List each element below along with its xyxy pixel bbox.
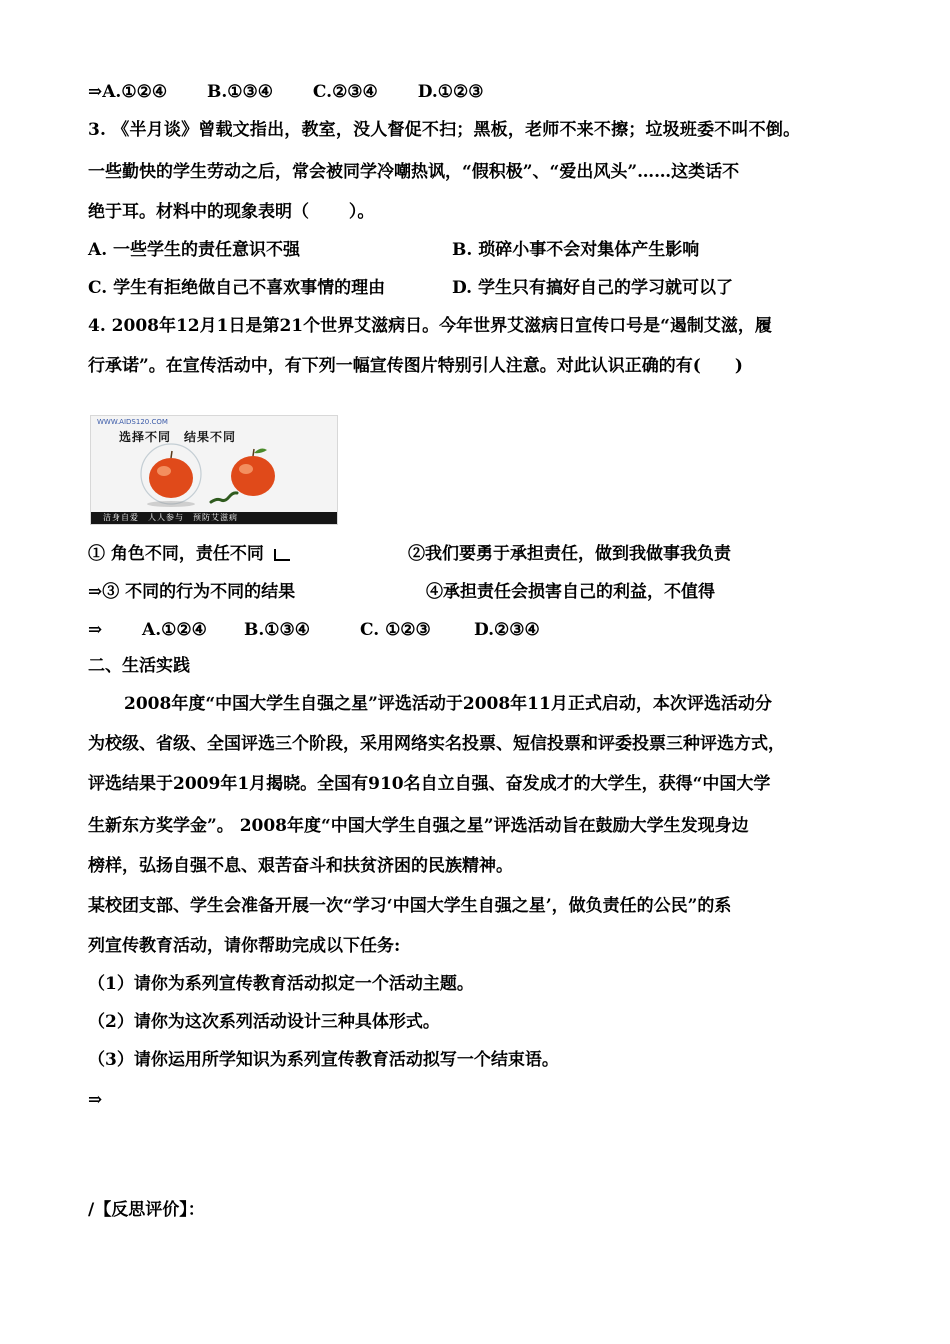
- q3-option-c: C. 学生有拒绝做自己不喜欢事情的理由: [88, 278, 386, 298]
- q4-answer-marker: ⇒: [88, 620, 103, 640]
- section2-p1-line2: 为校级、省级、全国评选三个阶段，采用网络实名投票、短信投票和评委投票三种评选方式，: [88, 734, 785, 754]
- section2-task-3: （3）请你运用所学知识为系列宣传教育活动拟写一个结束语。: [88, 1050, 559, 1070]
- q4-item-1: [88, 542, 290, 566]
- poster-headline: 选择不同 结果不同: [119, 430, 237, 444]
- q2-options: ⇒A.①②④ B.①③④ C.②③④ D.①②③: [88, 82, 484, 102]
- section2-heading: 二、生活实践: [88, 656, 190, 676]
- q4-answer-a: A.①②④: [142, 620, 207, 640]
- poster-url: WWW.AIDS120.COM: [97, 418, 168, 426]
- reflection-label: /【反思评价】：: [88, 1200, 205, 1220]
- aids-poster-image: [90, 415, 338, 525]
- poster-footer-text: 洁身自爱 人人参与 预防艾滋病: [103, 513, 238, 522]
- worm-shape: [211, 493, 237, 502]
- q3-option-d: D. 学生只有搞好自己的学习就可以了: [452, 278, 733, 298]
- section2-p1-line4: 生新东方奖学金”。 2008年度“中国大学生自强之星”评选活动旨在鼓励大学生发现身边: [88, 816, 749, 836]
- q4-stem-line2: 行承诺”。在宣传活动中，有下列一幅宣传图片特别引人注意。对此认识正确的有( ): [88, 356, 743, 376]
- q3-option-b: B. 琐碎小事不会对集体产生影响: [452, 240, 700, 260]
- q3-option-a: A. 一些学生的责任意识不强: [88, 240, 301, 260]
- section2-p1-line1: 2008年度“中国大学生自强之星”评选活动于2008年11月正式启动，本次评选活动分: [124, 694, 772, 714]
- q3-stem-line2: 一些勤快的学生劳动之后，常会被同学冷嘲热讽，“假积极”、“爱出风头”……这类话不: [88, 162, 740, 182]
- q4-item-3: ⇒③ 不同的行为不同的结果: [88, 582, 296, 602]
- q4-item-1-text: ① 角色不同，责任不同: [88, 544, 264, 564]
- section2-p1-line5: 榜样，弘扬自强不息、艰苦奋斗和扶贫济困的民族精神。: [88, 856, 513, 876]
- return-mark-icon: [274, 549, 290, 561]
- q4-answer-d: D.②③④: [474, 620, 540, 640]
- section2-p2-line1: 某校团支部、学生会准备开展一次“学习‘中国大学生自强之星’，做负责任的公民”的系: [88, 896, 732, 916]
- q3-stem-line1: 3. 《半月谈》曾载文指出，教室，没人督促不扫；黑板，老师不来不擦；垃圾班委不叫不倒。: [88, 120, 801, 140]
- q4-item-4: ④承担责任会损害自己的利益，不值得: [426, 582, 715, 602]
- section2-task-1: （1）请你为系列宣传教育活动拟定一个活动主题。: [88, 974, 474, 994]
- section2-task-2: （2）请你为这次系列活动设计三种具体形式。: [88, 1012, 440, 1032]
- section2-marker: ⇒: [88, 1090, 103, 1110]
- section2-p2-line2: 列宣传教育活动，请你帮助完成以下任务:: [88, 936, 401, 956]
- q4-answer-b: B.①③④: [244, 620, 311, 640]
- section2-p1-line3: 评选结果于2009年1月揭晓。全国有910名自立自强、奋发成才的大学生，获得“中国大学: [88, 774, 771, 794]
- q4-item-2: ②我们要勇于承担责任，做到我做事我负责: [408, 544, 731, 564]
- apple-left-shape: [149, 458, 193, 498]
- q4-answer-c: C. ①②③: [360, 620, 431, 640]
- q3-stem-line3: 绝于耳。材料中的现象表明（ ）。: [88, 202, 375, 222]
- q4-stem-line1: 4. 2008年12月1日是第21个世界艾滋病日。今年世界艾滋病日宣传口号是“遏制艾滋，履: [88, 316, 772, 336]
- apple-right-shape: [231, 456, 275, 496]
